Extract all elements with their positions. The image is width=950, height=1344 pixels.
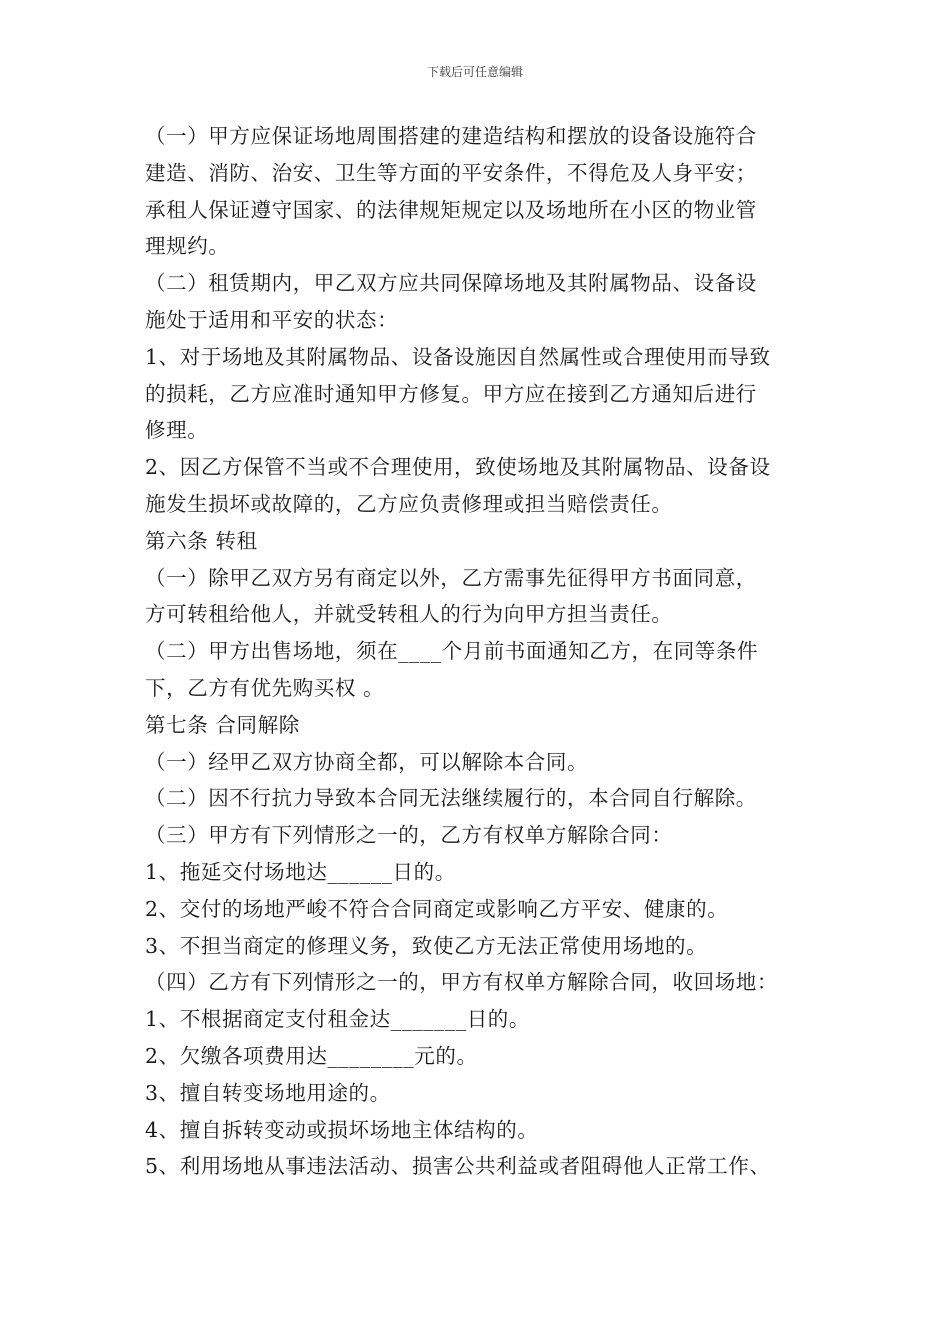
document-body xyxy=(145,118,825,1185)
paragraph-line: 承租人保证遵守国家、的法律规矩规定以及场地所在小区的物业管 xyxy=(145,197,757,222)
paragraph-line: （一）甲方应保证场地周围搭建的建造结构和摆放的设备设施符合 xyxy=(145,124,757,148)
paragraph-line: 4、擅自拆转变动或损坏场地主体结构的。 xyxy=(145,1117,539,1142)
paragraph-line: 3、擅自转变场地用途的。 xyxy=(145,1080,391,1105)
section-heading: 第六条 转租 xyxy=(145,528,258,553)
paragraph-line: 1、不根据商定支付租金达_______日的。 xyxy=(145,1007,530,1032)
paragraph-line: 建造、消防、治安、卫生等方面的平安条件，不得危及人身平安； xyxy=(145,160,757,185)
page-header-note: 下载后可任意编辑 xyxy=(426,65,523,79)
paragraph-line: 施处于适用和平安的状态： xyxy=(145,307,399,332)
paragraph-line: 2、因乙方保管不当或不合理使用，致使场地及其附属物品、设备设 xyxy=(145,455,771,480)
paragraph-line: （四）乙方有下列情形之一的，甲方有权单方解除合同，收回场地： xyxy=(145,970,778,995)
paragraph-line: 理规约。 xyxy=(145,234,230,259)
paragraph-line: （二）租赁期内，甲乙双方应共同保障场地及其附属物品、设备设 xyxy=(145,271,757,296)
paragraph-line: （一）除甲乙双方另有商定以外，乙方需事先征得甲方书面同意， xyxy=(145,565,757,590)
paragraph-line: 施发生损坏或故障的，乙方应负责修理或担当赔偿责任。 xyxy=(145,491,673,516)
paragraph-line: 1、拖延交付场地达______日的。 xyxy=(145,859,456,884)
paragraph-line: 方可转租给他人，并就受转租人的行为向甲方担当责任。 xyxy=(145,602,673,627)
paragraph-line: 2、交付的场地严峻不符合合同商定或影响乙方平安、健康的。 xyxy=(145,896,729,921)
paragraph-line: 1、对于场地及其附属物品、设备设施因自然属性或合理使用而导致 xyxy=(145,344,771,369)
paragraph-line: 下，乙方有优先购买权 。 xyxy=(145,675,385,700)
section-heading: 第七条 合同解除 xyxy=(145,712,300,737)
paragraph-line: 2、欠缴各项费用达________元的。 xyxy=(145,1043,478,1068)
paragraph-line: 的损耗，乙方应准时通知甲方修复。甲方应在接到乙方通知后进行 xyxy=(145,381,757,406)
paragraph-line: （二）甲方出售场地，须在____个月前书面通知乙方，在同等条件 xyxy=(145,639,759,664)
paragraph-line: 修理。 xyxy=(145,418,209,443)
paragraph-line: 5、利用场地从事违法活动、损害公共利益或者阻碍他人正常工作、 xyxy=(145,1154,771,1179)
paragraph-line: 3、不担当商定的修理义务，致使乙方无法正常使用场地的。 xyxy=(145,933,708,958)
paragraph-line: （二）因不行抗力导致本合同无法继续履行的，本合同自行解除。 xyxy=(145,786,757,811)
paragraph-line: （三）甲方有下列情形之一的，乙方有权单方解除合同： xyxy=(145,823,673,848)
paragraph-line: （一）经甲乙双方协商全都，可以解除本合同。 xyxy=(145,749,589,774)
